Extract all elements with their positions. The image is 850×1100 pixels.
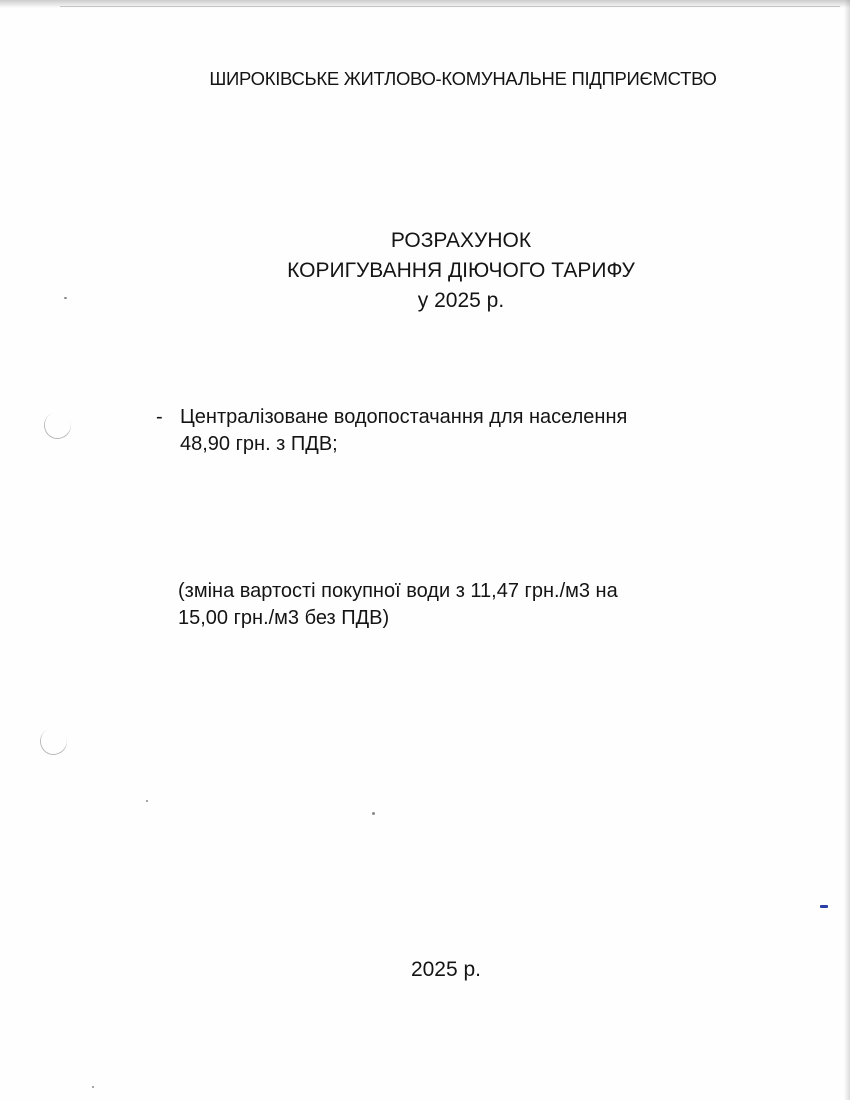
organization-name: ШИРОКІВСЬКЕ ЖИТЛОВО-КОМУНАЛЬНЕ ПІДПРИЄМСТВО	[209, 68, 717, 89]
title-line-3: у 2025 р.	[417, 289, 505, 312]
tariff-text	[180, 404, 780, 458]
document-title	[0, 226, 850, 316]
punch-hole-mark	[36, 724, 71, 759]
title-line-2: КОРИГУВАННЯ ДІЮЧОГО ТАРИФУ	[287, 259, 635, 282]
price-change-note	[178, 578, 618, 632]
footer-year: 2025 р.	[410, 958, 482, 981]
title-line-1: РОЗРАХУНОК	[390, 229, 532, 252]
scan-right-shadow	[844, 0, 850, 1100]
scan-speck	[372, 812, 375, 815]
stray-pen-mark	[820, 905, 828, 908]
note-line-2: 15,00 грн./м3 без ПДВ)	[178, 607, 390, 629]
note-line-1: (зміна вартості покупної води з 11,47 грн./м3 на	[178, 580, 618, 602]
punch-hole-mark	[40, 408, 75, 443]
scan-edge-line	[60, 6, 840, 7]
tariff-amount: 48,90 грн. з ПДВ;	[180, 433, 338, 455]
scan-speck	[146, 800, 148, 802]
list-bullet: -	[156, 406, 163, 428]
scan-speck	[92, 1086, 94, 1088]
tariff-description: Централізоване водопостачання для населення	[180, 406, 628, 428]
